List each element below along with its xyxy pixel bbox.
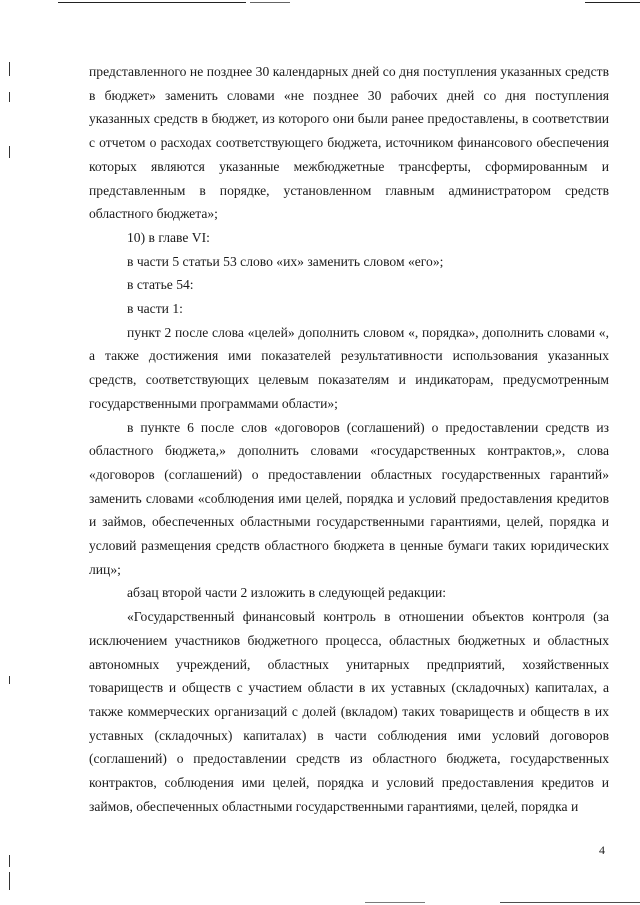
binding-edge-mark xyxy=(9,872,10,890)
body-paragraph: в статье 54: xyxy=(127,277,194,293)
scan-artifact-line xyxy=(365,902,425,903)
binding-edge-mark xyxy=(9,855,10,867)
body-paragraph: в пункте 6 после слов «договоров (соглашений) о предоставлении средств из областного бюджета,» дополнить словами «государственных контрактов,», слова «договоров (соглашений) о предоставлении областных государственных гарантий» заменить словами «соблюдения ими целей, порядка и условий предоставления кредитов и займов, обеспеченных областными государственными гарантиями, целей, порядка и условий размещения средств областного бюджета в ценные бумаги таких юридических лиц»; xyxy=(89,419,609,577)
body-paragraph: 10) в главе VI: xyxy=(127,229,210,245)
binding-edge-mark xyxy=(9,676,10,684)
body-paragraph: «Государственный финансовый контроль в отношении объектов контроля (за исключением участников бюджетного процесса, областных бюджетных и областных автономных учреждений, областных унитарных предприятий, хозяйственных товариществ и обществ с участием области в их уставных (складочных) капиталах, а также коммерческих организаций с долей (вкладом) таких товариществ и обществ в их уставных (складочных) капиталах) в части соблюдения ими условий договоров (соглашений) о предоставлении средств из областного бюджета, государственных контрактов, соблюдения ими целей, порядка и условий предоставления кредитов и займов, обеспеченных областными государственными гарантиями, целей, порядка и xyxy=(89,609,609,814)
scan-artifact-line xyxy=(500,902,640,903)
binding-edge-mark xyxy=(9,146,10,158)
binding-edge-mark xyxy=(9,92,10,102)
scan-artifact-line xyxy=(250,2,290,3)
scan-artifact-line xyxy=(585,2,640,3)
body-paragraph: в части 5 статьи 53 слово «их» заменить словом «его»; xyxy=(127,253,444,269)
body-paragraph: в части 1: xyxy=(127,301,183,317)
body-paragraph: абзац второй части 2 изложить в следующей редакции: xyxy=(127,585,447,601)
body-paragraph: представленного не позднее 30 календарных дней со дня поступления указанных средств в бюджет» заменить словами «не позднее 30 рабочих дней со дня поступления указанных средств в бюджет, из которого они были ранее предоставлены, в соответствии с отчетом о расходах соответствующего бюджета, источником финансового обеспечения которых являются указанные межбюджетные трансферты, сформированным и представленным в порядке, установленном главным администратором средств областного бюджета»; xyxy=(89,64,609,222)
binding-edge-mark xyxy=(9,62,10,76)
body-paragraph: пункт 2 после слова «целей» дополнить словом «, порядка», дополнить словами «, а также достижения ими показателей результативности использования указанных средств, соответствующих целевым показателям и индикаторам, предусмотренным государственными программами области»; xyxy=(89,324,609,411)
document-body xyxy=(89,60,609,819)
scan-artifact-line xyxy=(58,2,246,3)
page-number: 4 xyxy=(599,843,605,857)
